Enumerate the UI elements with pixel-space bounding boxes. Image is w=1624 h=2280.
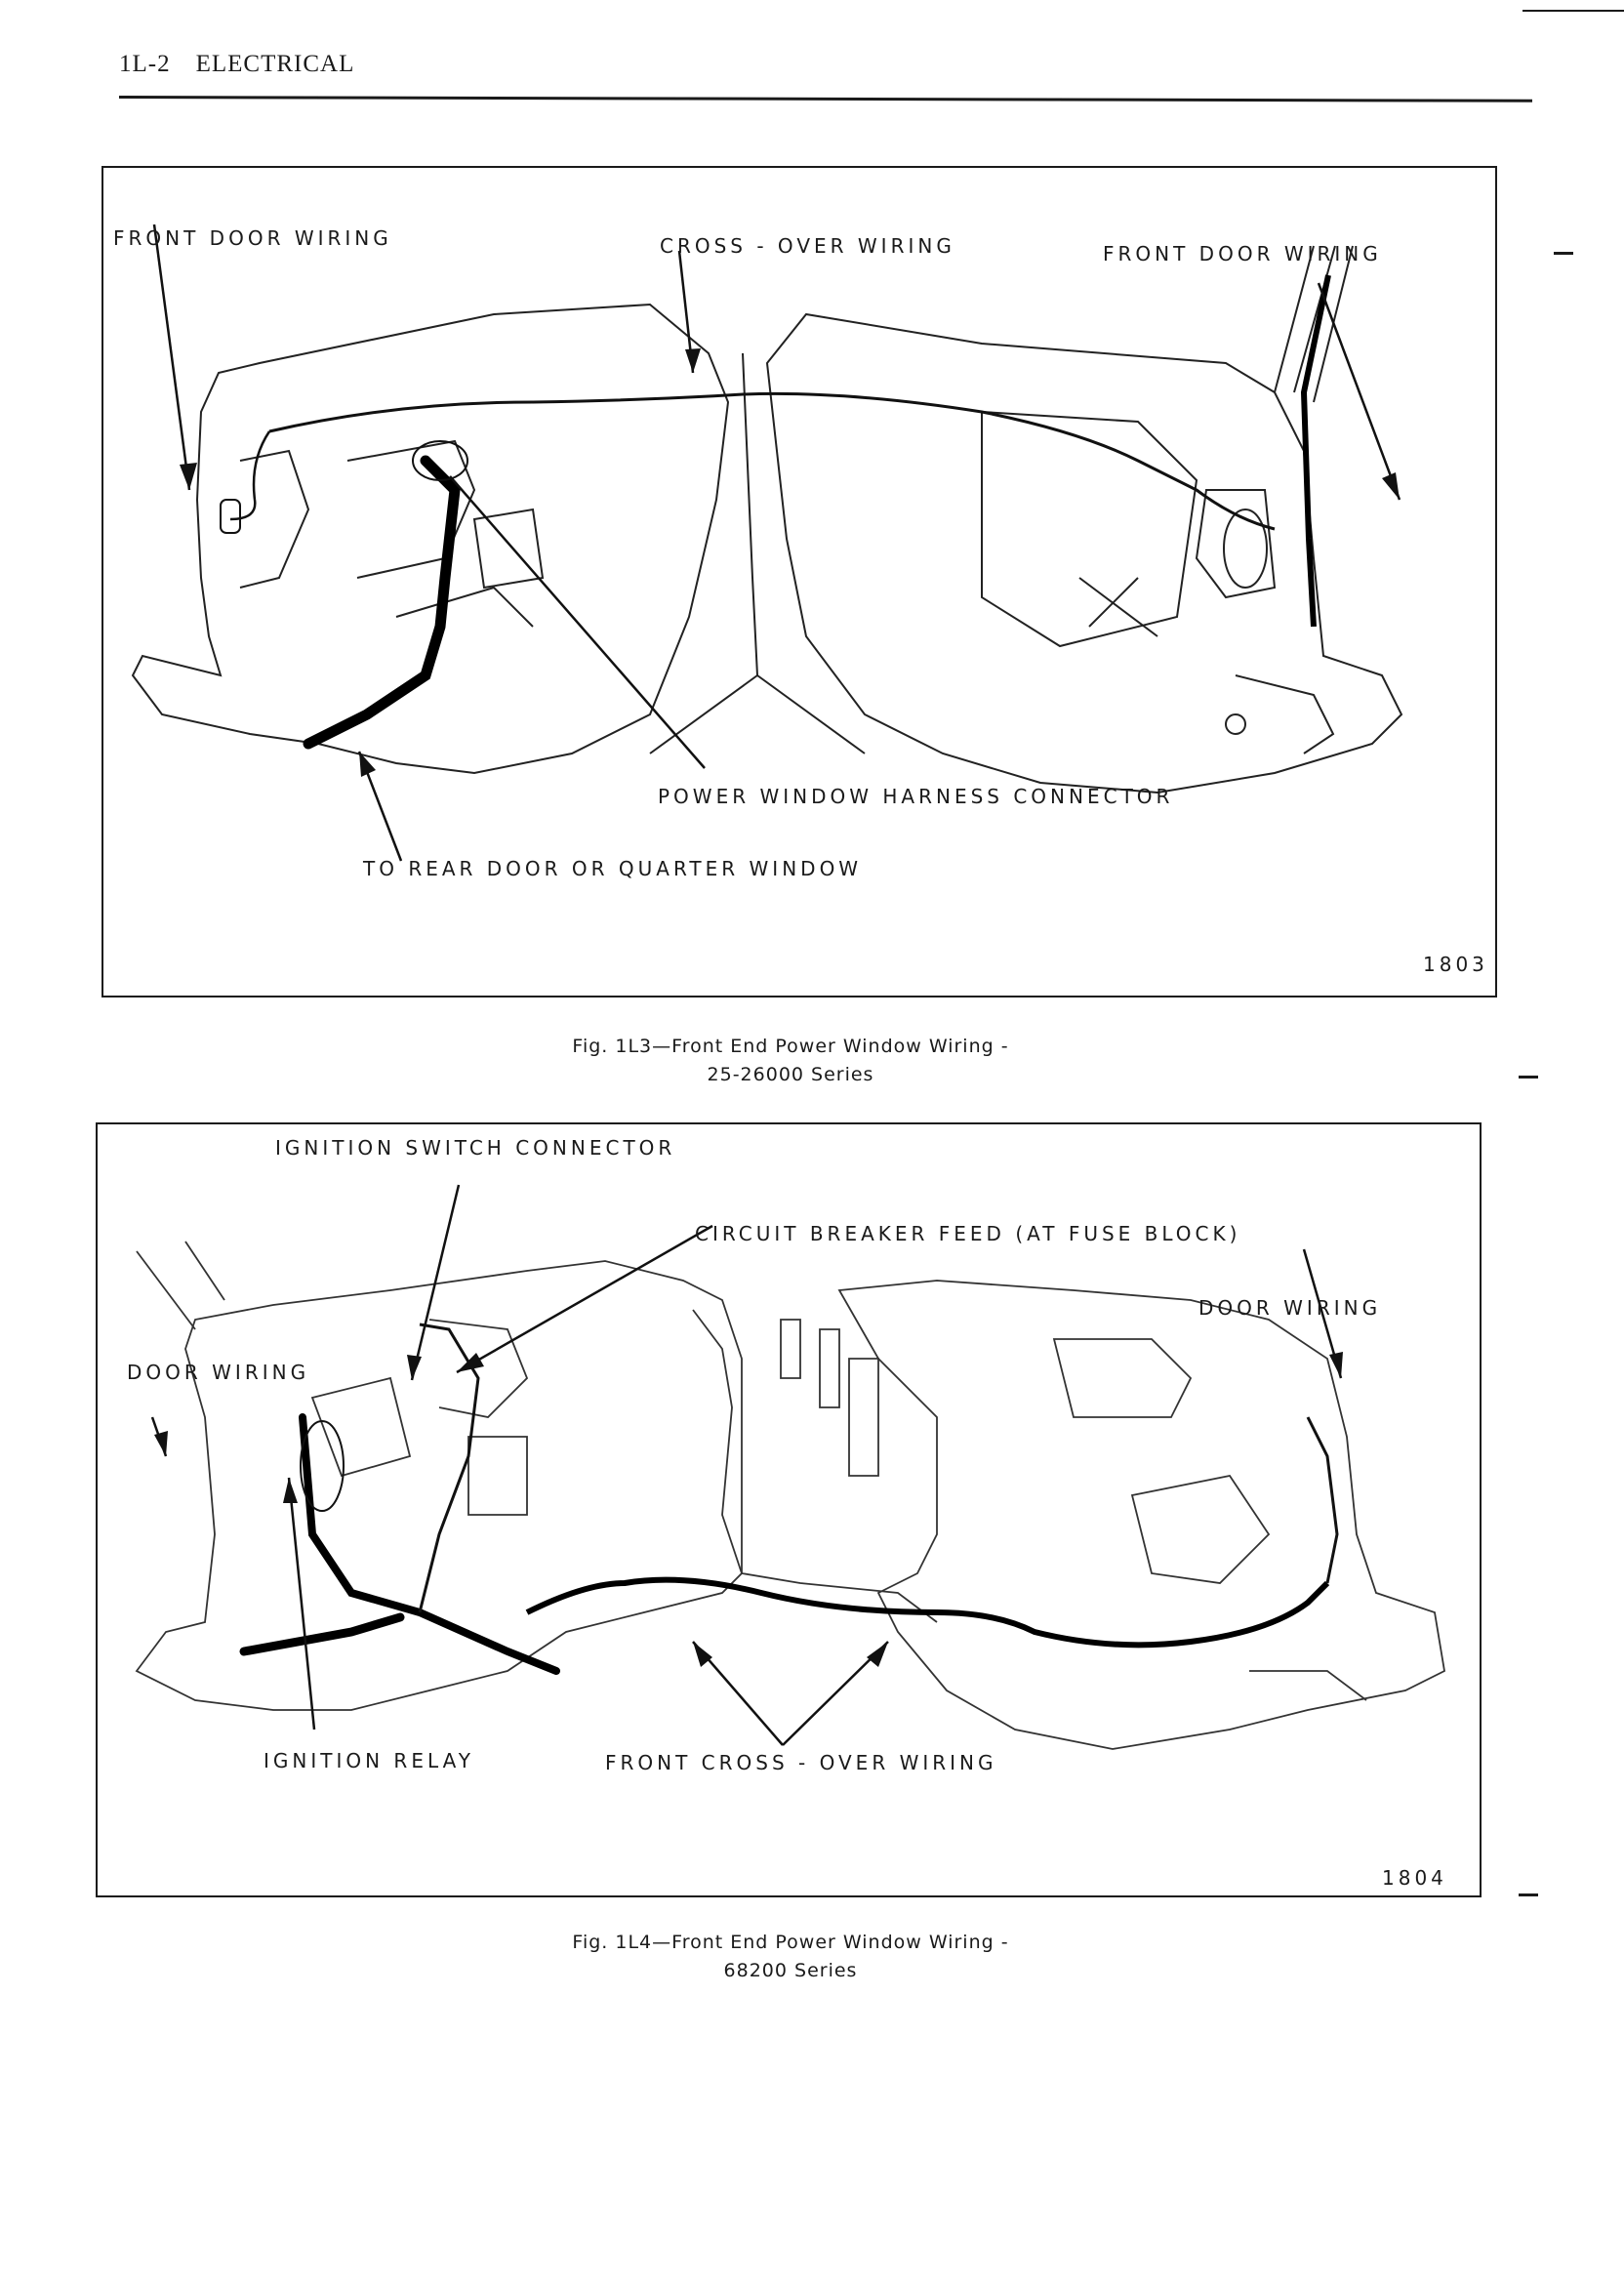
- figure-number: 1804: [1382, 1866, 1447, 1890]
- figure-1-caption: [449, 1033, 1132, 1089]
- caption-line: Fig. 1L4—Front End Power Window Wiring -: [572, 1932, 1009, 1953]
- front-door-wiring-right-label: FRONT DOOR WIRING: [1103, 242, 1382, 265]
- caption-line: 25-26000 Series: [707, 1064, 874, 1085]
- door-wiring-left-label: DOOR WIRING: [127, 1361, 310, 1384]
- page-corner-mark: [1522, 10, 1624, 12]
- section-title: ELECTRICAL: [195, 51, 355, 77]
- front-cross-over-wiring-label: FRONT CROSS - OVER WIRING: [605, 1751, 997, 1774]
- section-number: 1L-2: [119, 51, 171, 77]
- ignition-switch-connector-label: IGNITION SWITCH CONNECTOR: [275, 1136, 676, 1160]
- circuit-breaker-feed-label: CIRCUIT BREAKER FEED (AT FUSE BLOCK): [695, 1222, 1241, 1245]
- figure-1803: [102, 166, 1497, 998]
- power-window-harness: [308, 461, 455, 744]
- margin-mark: [1554, 252, 1573, 255]
- figure-number: 1803: [1423, 953, 1488, 976]
- front-door-wiring-left-label: FRONT DOOR WIRING: [113, 226, 392, 250]
- header-rule: [119, 96, 1532, 102]
- margin-mark: [1519, 1893, 1538, 1896]
- caption-line: 68200 Series: [723, 1960, 858, 1981]
- figure-1804: [96, 1122, 1482, 1897]
- figure-2-caption: [449, 1929, 1132, 1985]
- door-wiring-right-label: DOOR WIRING: [1198, 1296, 1382, 1320]
- ignition-relay-label: IGNITION RELAY: [264, 1749, 474, 1772]
- power-window-harness-connector-label: POWER WINDOW HARNESS CONNECTOR: [658, 785, 1174, 808]
- page-header: [119, 51, 354, 78]
- rear-door-quarter-window-label: TO REAR DOOR OR QUARTER WINDOW: [363, 857, 863, 880]
- caption-line: Fig. 1L3—Front End Power Window Wiring -: [572, 1036, 1009, 1057]
- margin-mark: [1519, 1076, 1538, 1079]
- cross-over-wiring-label: CROSS - OVER WIRING: [660, 234, 955, 258]
